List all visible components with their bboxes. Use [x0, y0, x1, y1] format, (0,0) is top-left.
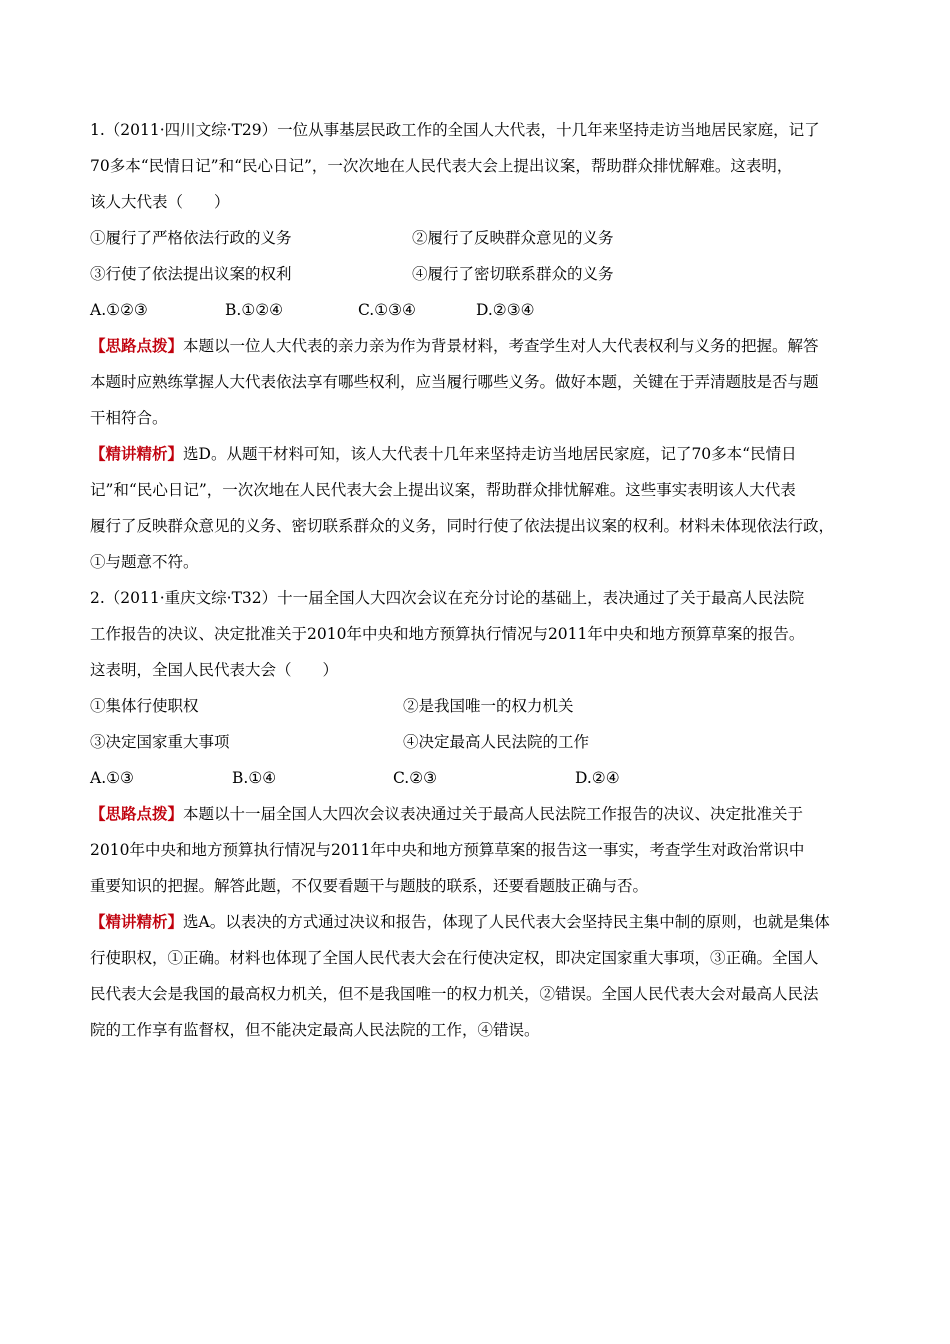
option-row	[90, 724, 870, 760]
analysis-label: 【精讲精析】	[90, 444, 184, 463]
question-stem: 1.（2011·四川文综·T29）一位从事基层民政工作的全国人大代表，十几年来坚持走访当地居民家庭，记了	[90, 121, 820, 139]
option-3: ③决定国家重大事项	[90, 733, 230, 751]
choices-row	[90, 292, 870, 328]
question-2	[90, 580, 870, 1048]
choice-b: B.①②④	[225, 301, 284, 319]
choice-c: C.②③	[393, 769, 438, 787]
option-2: ②是我国唯一的权力机关	[403, 697, 574, 715]
choice-a: A.①③	[90, 769, 134, 787]
question-stem: 2.（2011·重庆文综·T32）十一届全国人大四次会议在充分讨论的基础上，表决通过了关于最高人民法院	[90, 589, 805, 607]
analysis-text: 选A。以表决的方式通过决议和报告，体现了人民代表大会坚持民主集中制的原则，也就是集体	[183, 913, 830, 931]
choice-c: C.①③④	[358, 301, 416, 319]
option-2: ②履行了反映群众意见的义务	[412, 229, 614, 247]
option-row	[90, 688, 870, 724]
hint-paragraph	[90, 328, 870, 364]
analysis-text: 记”和“民心日记”，一次次地在人民代表大会上提出议案，帮助群众排忧解难。这些事实表明该人大代表	[90, 481, 796, 499]
choices-row	[90, 760, 870, 796]
analysis-label: 【精讲精析】	[90, 912, 184, 931]
hint-text: 本题时应熟练掌握人大代表依法享有哪些权利，应当履行哪些义务。做好本题，关键在于弄清题肢是否与题	[90, 373, 819, 391]
question-stem: 工作报告的决议、决定批准关于2010年中央和地方预算执行情况与2011年中央和地方预算草案的报告。	[90, 625, 805, 643]
hint-label: 【思路点拨】	[90, 804, 184, 823]
choice-a: A.①②③	[90, 301, 148, 319]
question-1	[90, 112, 870, 580]
question-stem: 70多本“民情日记”和“民心日记”，一次次地在人民代表大会上提出议案，帮助群众排忧解难。这表明，	[90, 157, 793, 175]
choice-b: B.①④	[232, 769, 277, 787]
hint-text: 干相符合。	[90, 409, 168, 427]
hint-paragraph	[90, 796, 870, 832]
question-stem: 这表明，全国人民代表大会（ ）	[90, 661, 339, 679]
option-row	[90, 256, 870, 292]
analysis-text: 选D。从题干材料可知，该人大代表十几年来坚持走访当地居民家庭，记了70多本“民情日	[183, 445, 797, 463]
hint-label: 【思路点拨】	[90, 336, 184, 355]
hint-text: 重要知识的把握。解答此题，不仅要看题干与题肢的联系，还要看题肢正确与否。	[90, 877, 649, 895]
choice-d: D.②③④	[476, 301, 535, 319]
document-page	[90, 112, 870, 1048]
analysis-text: 院的工作享有监督权，但不能决定最高人民法院的工作，④错误。	[90, 1021, 540, 1039]
analysis-paragraph	[90, 436, 870, 472]
option-1: ①履行了严格依法行政的义务	[90, 229, 292, 247]
option-1: ①集体行使职权	[90, 697, 199, 715]
analysis-text: ①与题意不符。	[90, 553, 199, 571]
analysis-paragraph	[90, 904, 870, 940]
hint-text: 本题以十一届全国人大四次会议表决通过关于最高人民法院工作报告的决议、决定批准关于	[183, 805, 804, 823]
analysis-text: 履行了反映群众意见的义务、密切联系群众的义务，同时行使了依法提出议案的权利。材料未体现依法行政，	[90, 517, 835, 535]
choice-d: D.②④	[575, 769, 620, 787]
option-4: ④决定最高人民法院的工作	[403, 733, 590, 751]
option-3: ③行使了依法提出议案的权利	[90, 265, 292, 283]
hint-text: 2010年中央和地方预算执行情况与2011年中央和地方预算草案的报告这一事实，考查学生对政治常识中	[90, 841, 805, 859]
option-row	[90, 220, 870, 256]
analysis-text: 行使职权，①正确。材料也体现了全国人民代表大会在行使决定权，即决定国家重大事项，③正确。全国人	[90, 949, 819, 967]
hint-text: 本题以一位人大代表的亲力亲为作为背景材料，考查学生对人大代表权利与义务的把握。解答	[183, 337, 819, 355]
option-4: ④履行了密切联系群众的义务	[412, 265, 614, 283]
analysis-text: 民代表大会是我国的最高权力机关，但不是我国唯一的权力机关，②错误。全国人民代表大会对最高人民法	[90, 985, 819, 1003]
question-stem: 该人大代表（ ）	[90, 193, 230, 211]
